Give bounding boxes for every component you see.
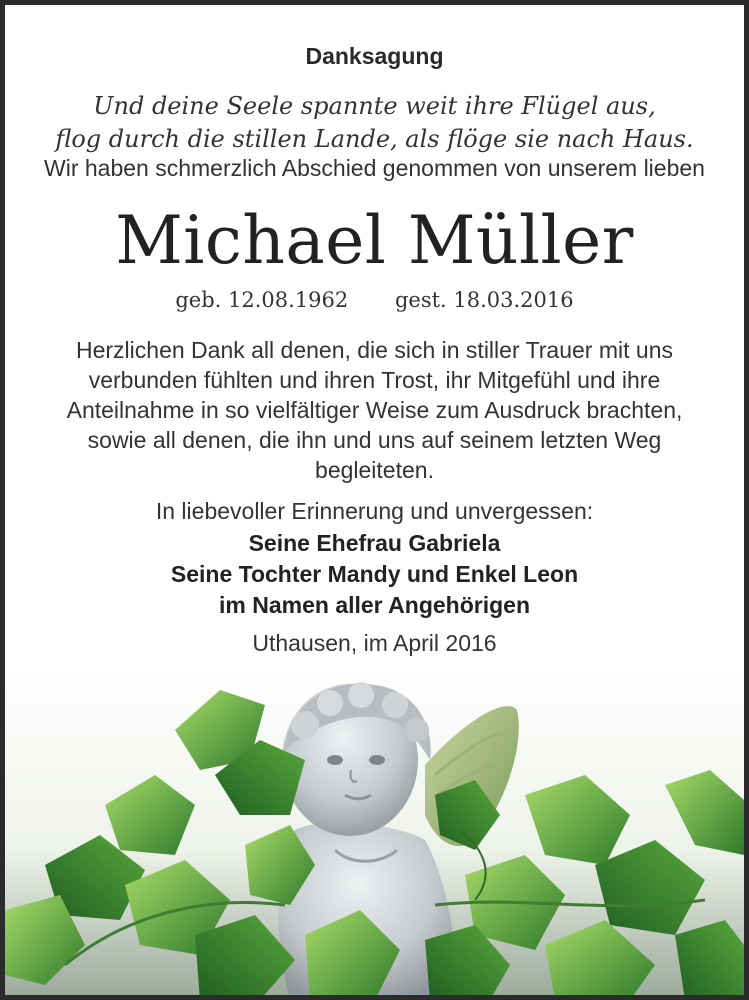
remembrance-line: In liebevoller Erinnerung und unvergessen: — [155, 498, 594, 524]
birth-date: geb. 12.08.1962 — [175, 288, 349, 312]
family-line: Seine Tochter Mandy und Enkel Leon — [170, 561, 579, 587]
thanks-line: begleiteten. — [315, 457, 434, 483]
thanks-line: Herzlichen Dank all denen, die sich in stiller Trauer mit uns — [76, 337, 673, 363]
intro-text: Wir haben schmerzlich Abschied genommen von unserem lieben — [44, 155, 705, 181]
death-date: gest. 18.03.2016 — [394, 288, 574, 312]
family-signature — [5, 528, 744, 621]
thanks-line: sowie all denen, die ihn und uns auf seinem letzten Weg — [87, 427, 662, 453]
thanks-line: Anteilnahme in so vielfältiger Weise zum Ausdruck brachten, — [66, 397, 683, 423]
deceased-name: Michael Müller — [115, 202, 634, 279]
family-line: im Namen aller Angehörigen — [219, 592, 530, 618]
poem-line: Und deine Seele spannte weit ihre Flügel aus, — [93, 92, 656, 120]
angel-ivy-image — [5, 665, 744, 1000]
thanks-text — [5, 335, 744, 485]
life-dates — [5, 288, 744, 312]
place-date: Uthausen, im April 2016 — [252, 630, 497, 656]
thanks-line: verbunden fühlten und ihren Trost, ihr Mitgefühl und ihre — [88, 367, 661, 393]
heading: Danksagung — [305, 43, 444, 69]
family-line: Seine Ehefrau Gabriela — [248, 530, 501, 556]
poem-line: flog durch die stillen Lande, als flöge sie nach Haus. — [55, 125, 694, 153]
poem — [5, 90, 744, 156]
